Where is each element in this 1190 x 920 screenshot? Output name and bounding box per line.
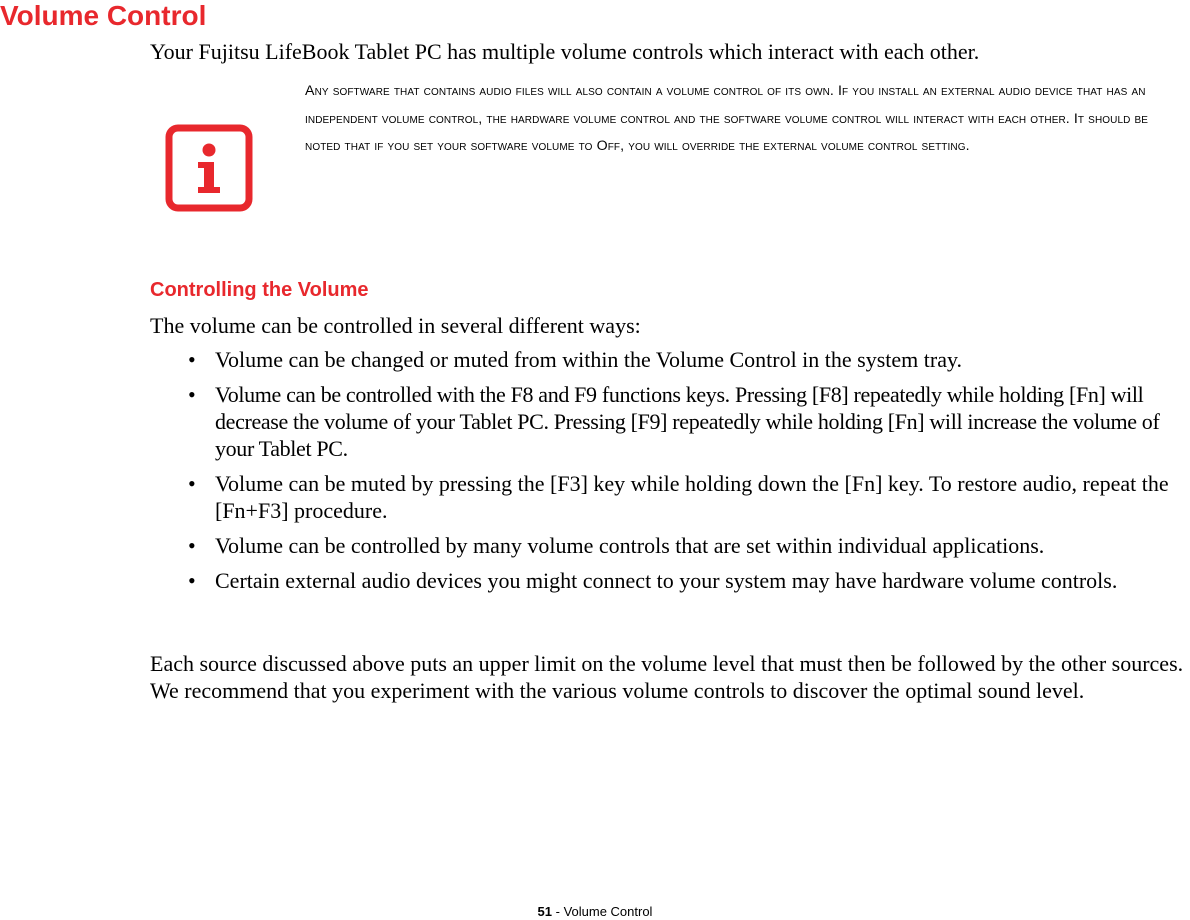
bullet-icon: •: [188, 568, 196, 593]
footer-separator: -: [552, 904, 564, 919]
list-item: [150, 567, 1190, 594]
bullet-icon: •: [188, 533, 196, 558]
list-item: [150, 381, 1190, 462]
list-item: [150, 346, 1190, 373]
page-footer: [0, 904, 1190, 920]
page-title: Volume Control: [0, 0, 207, 31]
bullet-icon: •: [188, 382, 196, 407]
info-icon: [165, 124, 253, 212]
list-item: [150, 470, 1190, 524]
bullet-icon: •: [188, 471, 196, 496]
list-item-text: Volume can be controlled with the F8 and F9 functions keys. Pressing [F8] repeatedly while holding [Fn] will decrease the volume of your Tablet PC. Pressing [F9] repeatedly while holding [Fn] will increase the volume of your Tablet PC.: [215, 382, 1160, 461]
page-number: 51: [537, 904, 552, 919]
list-item-text: Certain external audio devices you might connect to your system may have hardware volume controls.: [215, 568, 1118, 593]
note-text: Any software that contains audio files will also contain a volume control of its own. If you install an external audio device that has an independent volume control, the hardware volume control and the software volume control will interact with each other. It should be noted that if you set your software volume to Off, you will override the external volume control setting.: [305, 83, 1149, 154]
list-item-text: Volume can be changed or muted from within the Volume Control in the system tray.: [215, 347, 963, 372]
closing-paragraph: Each source discussed above puts an upper limit on the volume level that must then be followed by the other sources. We recommend that you experiment with the various volume controls to discover the optimal sound level.: [150, 651, 1184, 703]
section-intro: The volume can be controlled in several different ways:: [150, 313, 641, 338]
bullet-list: [150, 346, 1190, 602]
list-item: [150, 532, 1190, 559]
list-item-text: Volume can be controlled by many volume controls that are set within individual applications.: [215, 533, 1045, 558]
intro-paragraph: Your Fujitsu LifeBook Tablet PC has multiple volume controls which interact with each other.: [150, 39, 980, 64]
section-heading: Controlling the Volume: [150, 279, 369, 301]
list-item-text: Volume can be muted by pressing the [F3] key while holding down the [Fn] key. To restore audio, repeat the [Fn+F3] procedure.: [215, 471, 1169, 523]
footer-section-name: Volume Control: [563, 904, 653, 919]
bullet-icon: •: [188, 347, 196, 372]
